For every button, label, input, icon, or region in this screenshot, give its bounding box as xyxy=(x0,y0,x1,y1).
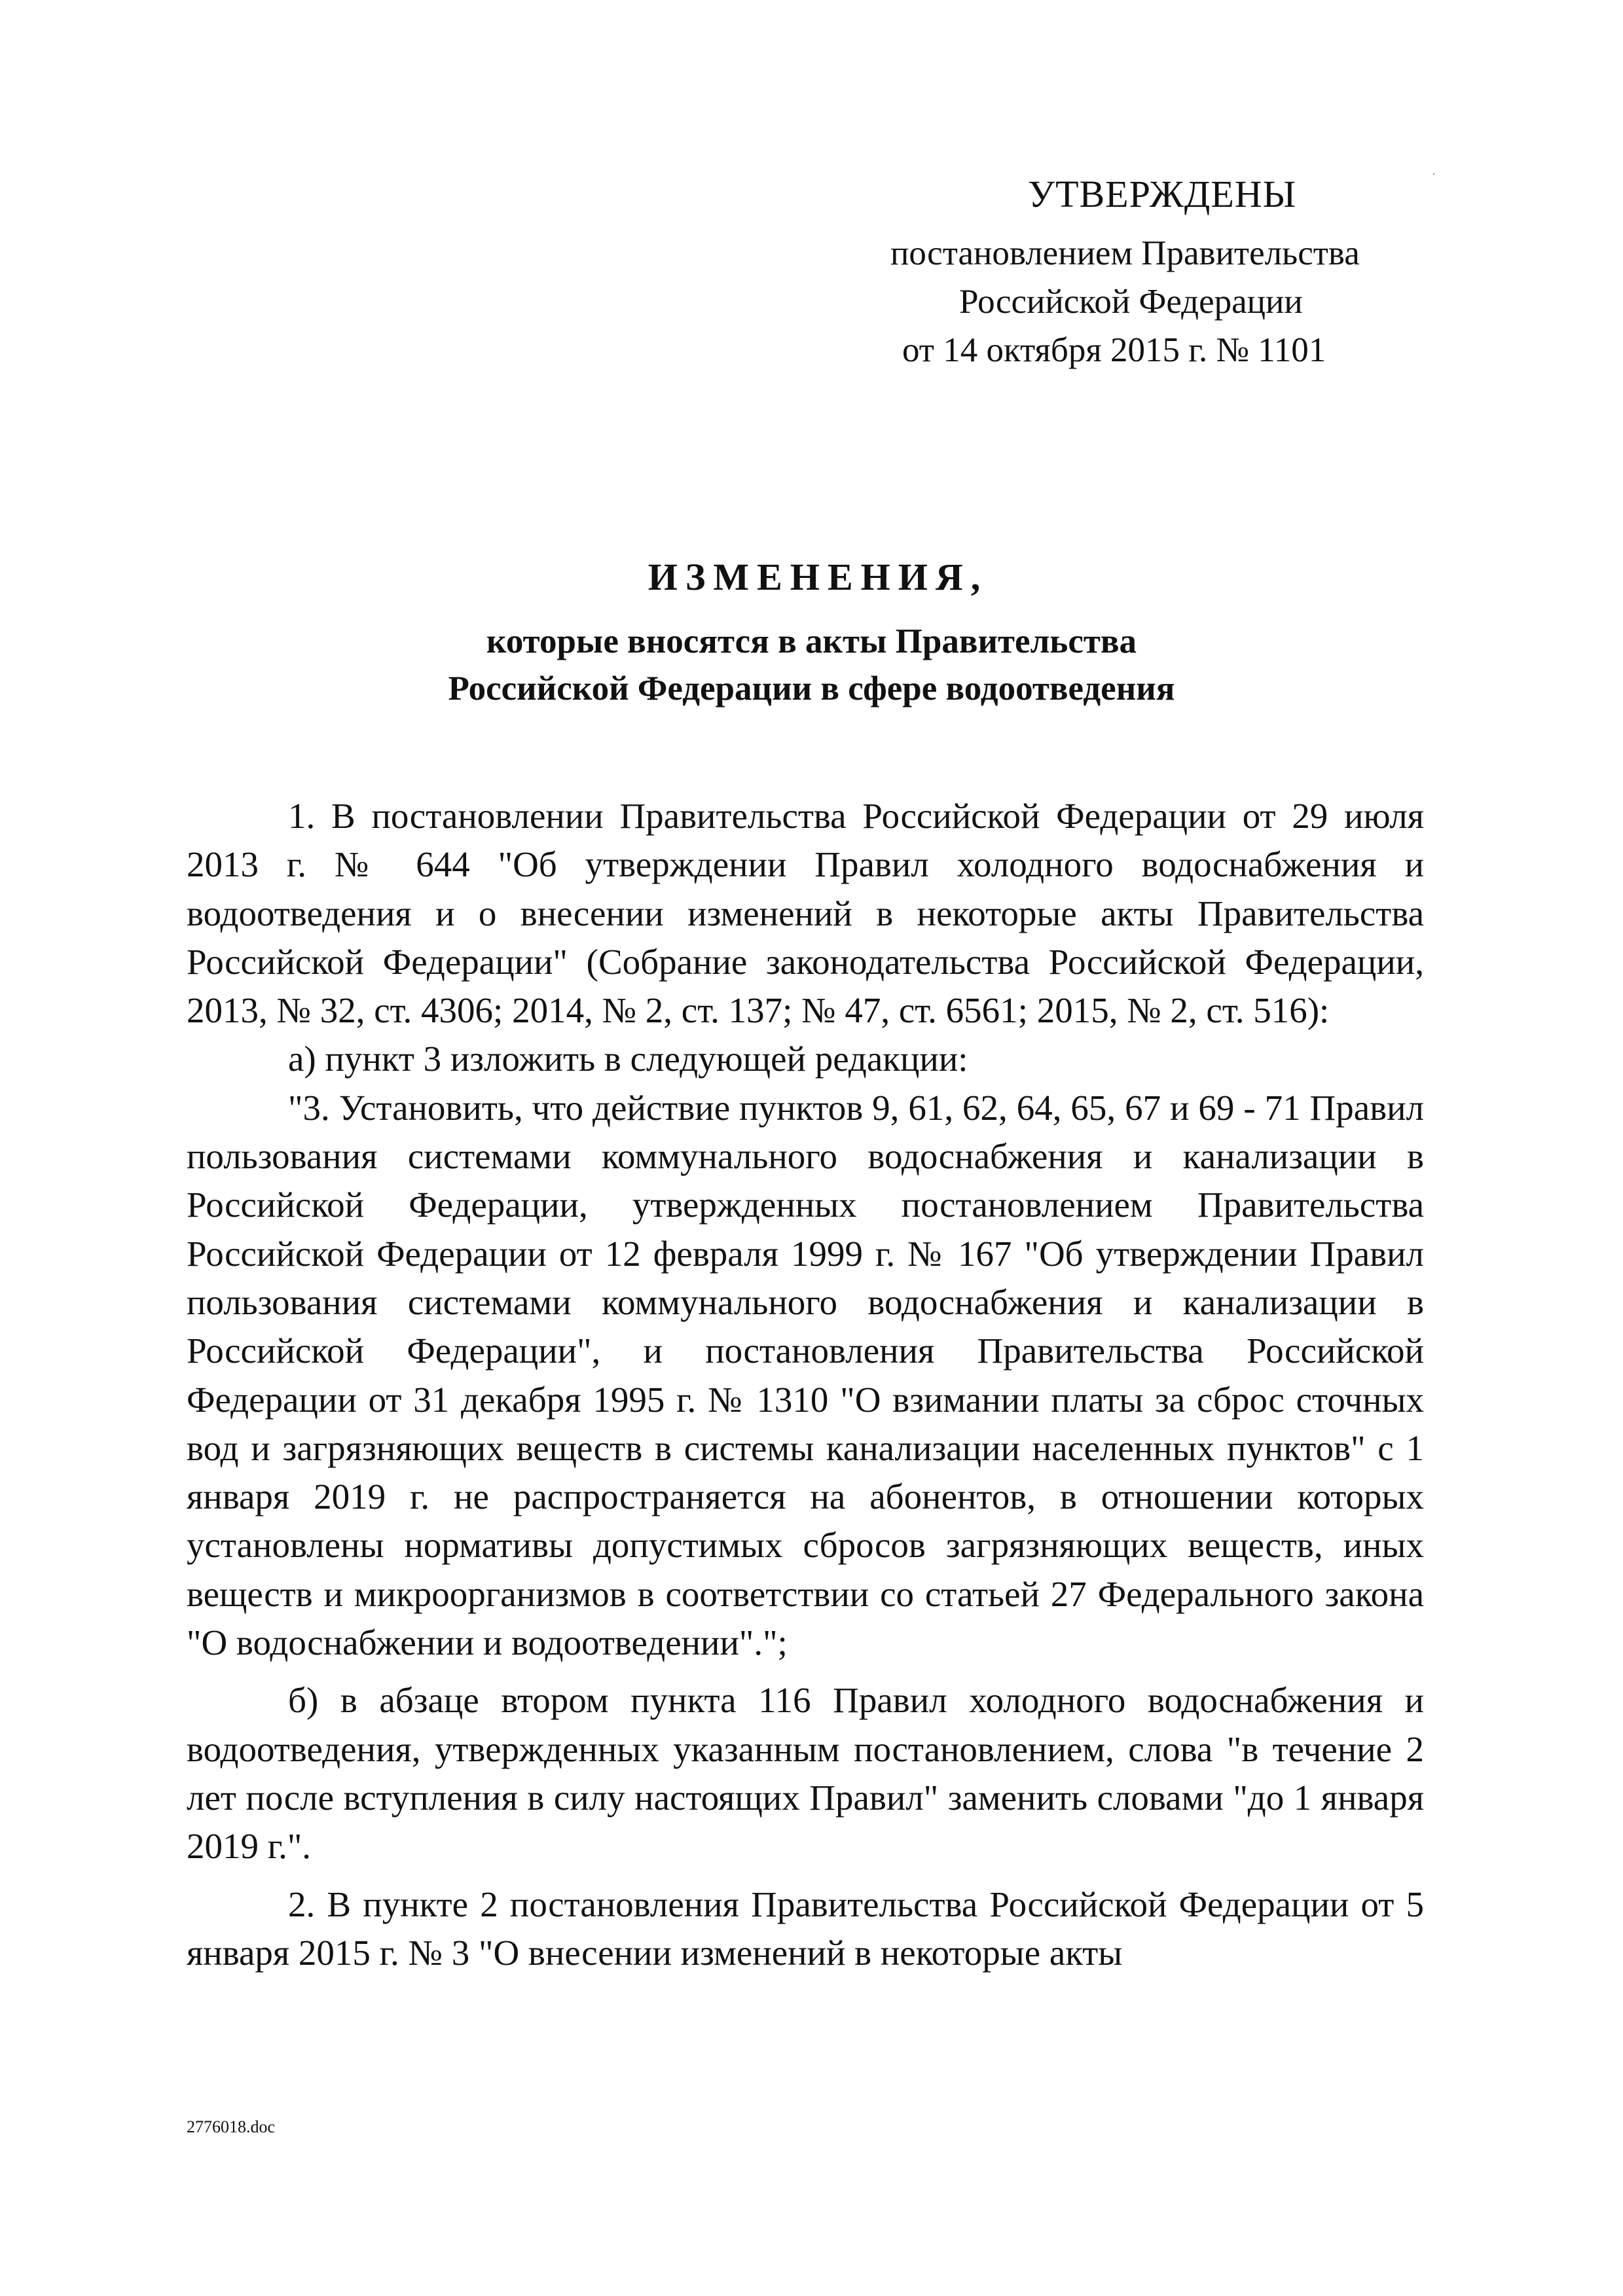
approval-title: УТВЕРЖДЕНЫ xyxy=(1028,173,1297,215)
approval-line-resolution: постановлением Правительства xyxy=(890,234,1360,272)
paragraph-subitem-b: б) в абзаце втором пункта 116 Правил холодного водоснабжения и водоотведения, утвержденных указанным постановлением, слова "в течение 2 лет после вступления в силу настоящих Правил" заменить словами "до 1 января 2019 г.". xyxy=(187,1680,1424,1867)
paragraph-item-2: 2. В пункте 2 постановления Правительства Российской Федерации от 5 января 2015 г. № 3 "О внесении изменений в некоторые акты xyxy=(187,1884,1424,1973)
paragraph-quoted-point-3: "3. Установить, что действие пунктов 9, 61, 62, 64, 65, 67 и 69 - 71 Правил пользования системами коммунального водоснабжения и канализации в Российской Федерации, утвержденных постановлением Правительства Российской Федерации от 12 февраля 1999 г. № 167 "Об утверждении Правил пользования системами коммунального водоснабжения и канализации в Российской Федерации", и постановления Правительства Российской Федерации от 31 декабря 1995 г. № 1310 "О взимании платы за сброс сточных вод и загрязняющих веществ в системы канализации населенных пунктов" с 1 января 2019 г. не распространяется на абонентов, в отношении которых установлены нормативы допустимых сбросов загрязняющих веществ, иных веществ и микроорганизмов в соответствии со статьей 27 Федерального закона "О водоснабжении и водоотведении"."; xyxy=(187,1087,1424,1663)
scan-speck xyxy=(1433,173,1434,175)
document-subtitle-line1: которые вносятся в акты Правительства xyxy=(486,622,1137,660)
footer-filename: 2776018.doc xyxy=(187,2117,276,2136)
document-title: ИЗМЕНЕНИЯ, xyxy=(647,556,989,598)
approval-line-date-number: от 14 октября 2015 г. № 1101 xyxy=(902,331,1326,369)
document-subtitle-line2: Российской Федерации в сфере водоотведения xyxy=(448,670,1175,708)
approval-line-federation: Российской Федерации xyxy=(959,283,1303,321)
paragraph-item-1: 1. В постановлении Правительства Российской Федерации от 29 июля 2013 г. № 644 "Об утверждении Правил холодного водоснабжения и водоотведения и о внесении изменений в некоторые акты Правительства Российской Федерации" (Собрание законодательства Российской Федерации, 2013, № 32, ст. 4306; 2014, № 2, ст. 137; № 47, ст. 6561; 2015, № 2, ст. 516): xyxy=(187,796,1424,1031)
document-body xyxy=(187,792,1424,1977)
paragraph-subitem-a: а) пункт 3 изложить в следующей редакции: xyxy=(288,1039,968,1079)
